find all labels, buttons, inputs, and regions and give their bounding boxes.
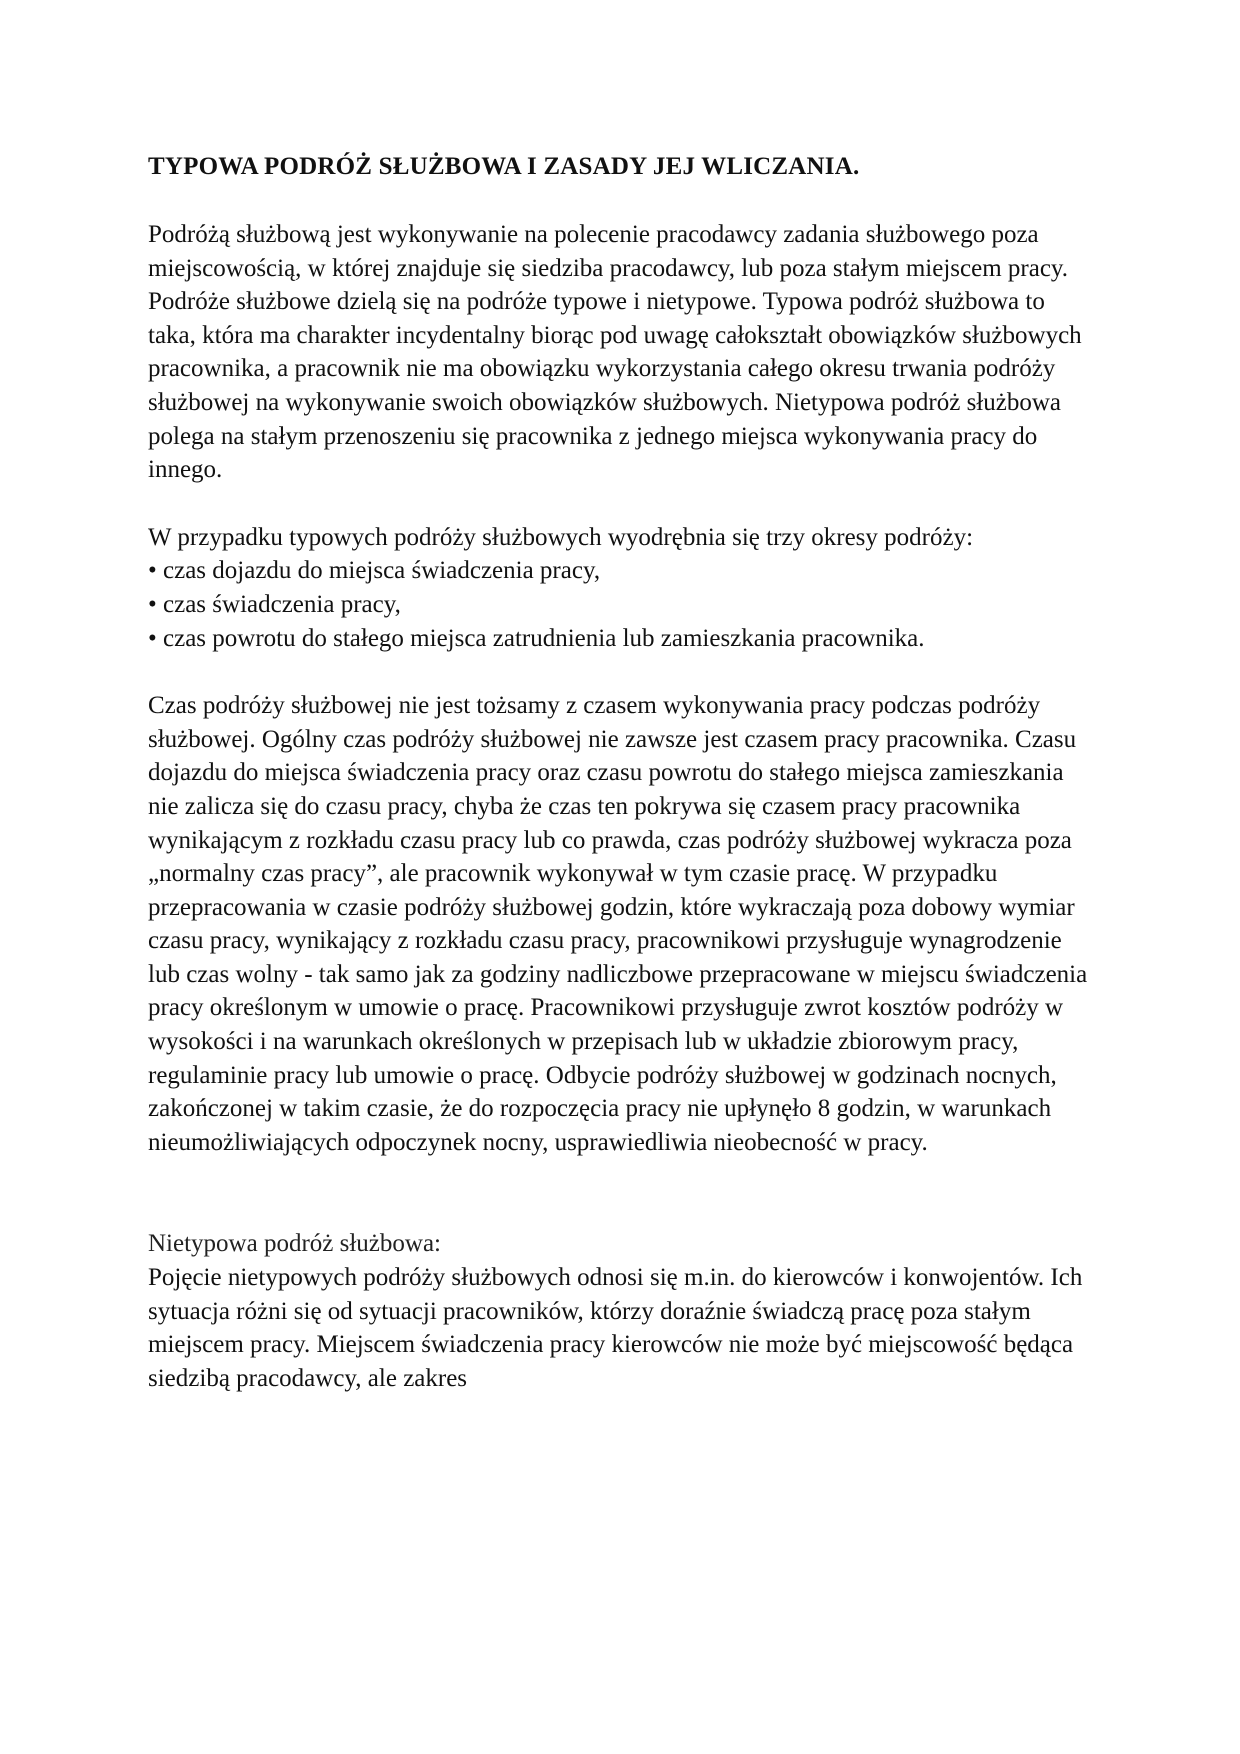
paragraph-gap [148,487,1098,521]
paragraph-gap [148,1159,1098,1227]
paragraph-travel-time: Czas podróży służbowej nie jest tożsamy z czasem wykonywania pracy podczas podróży służbowej. Ogólny czas podróży służbowej nie zawsze jest czasem pracy pracownika. Czasu dojazdu do miejsca świadczenia pracy oraz czasu powrotu do stałego miejsca zamieszkania nie zalicza się do czasu pracy, chyba że czas ten pokrywa się czasem pracy pracownika wynikającym z rozkładu czasu pracy lub co prawda, czas podróży służbowej wykracza poza „normalny czas pracy”, ale pracownik wykonywał w tym czasie pracę. W przypadku przepracowania w czasie podróży służbowej godzin, które wykraczają poza dobowy wymiar czasu pracy, wynikający z rozkładu czasu pracy, pracownikowi przysługuje wynagrodzenie lub czas wolny - tak samo jak za godziny nadliczbowe przepracowane w miejscu świadczenia pracy określonym w umowie o pracę. Pracownikowi przysługuje zwrot kosztów podróży w wysokości i na warunkach określonych w przepisach lub w układzie zbiorowym pracy, regulaminie pracy lub umowie o pracę. Odbycie podróży służbowej w godzinach nocnych, zakończonej w takim czasie, że do rozpoczęcia pracy nie upłynęło 8 godzin, w warunkach nieumożliwiających odpoczynek nocny, usprawiedliwia nieobecność w pracy. [148,692,1088,1156]
list-item: • czas powrotu do stałego miejsca zatrudnienia lub zamieszkania pracownika. [148,622,1098,656]
list-item: • czas świadczenia pracy, [148,588,1098,622]
paragraph-gap [148,655,1098,689]
document-title: TYPOWA PODRÓŻ SŁUŻBOWA I ZASADY JEJ WLICZANIA. [148,153,860,180]
periods-list [148,554,1098,655]
section-heading-nonstandard-travel: Nietypowa podróż służbowa: [148,1230,441,1258]
paragraph-periods-intro: W przypadku typowych podróży służbowych wyodrębnia się trzy okresy podróży: [148,523,974,551]
paragraph-definition: Podróżą służbową jest wykonywanie na polecenie pracodawcy zadania służbowego poza miejscowością, w której znajduje się siedziba pracodawcy, lub poza stałym miejscem pracy. Podróże służbowe dzielą się na podróże typowe i nietypowe. Typowa podróż służbowa to taka, która ma charakter incydentalny biorąc pod uwagę całokształt obowiązków służbowych pracownika, a pracownik nie ma obowiązku wykorzystania całego okresu trwania podróży służbowej na wykonywanie swoich obowiązków służbowych. Nietypowa podróż służbowa polega na stałym przenoszeniu się pracownika z jednego miejsca wykonywania pracy do innego. [148,221,1082,484]
document-content [148,150,1098,1395]
list-item: • czas dojazdu do miejsca świadczenia pracy, [148,554,1098,588]
paragraph-nonstandard-travel: Pojęcie nietypowych podróży służbowych odnosi się m.in. do kierowców i konwojentów. Ich sytuacja różni się od sytuacji pracowników, którzy doraźnie świadczą pracę poza stałym miejscem pracy. Miejscem świadczenia pracy kierowców nie może być miejscowość będąca siedzibą pracodawcy, ale zakres [148,1264,1083,1392]
